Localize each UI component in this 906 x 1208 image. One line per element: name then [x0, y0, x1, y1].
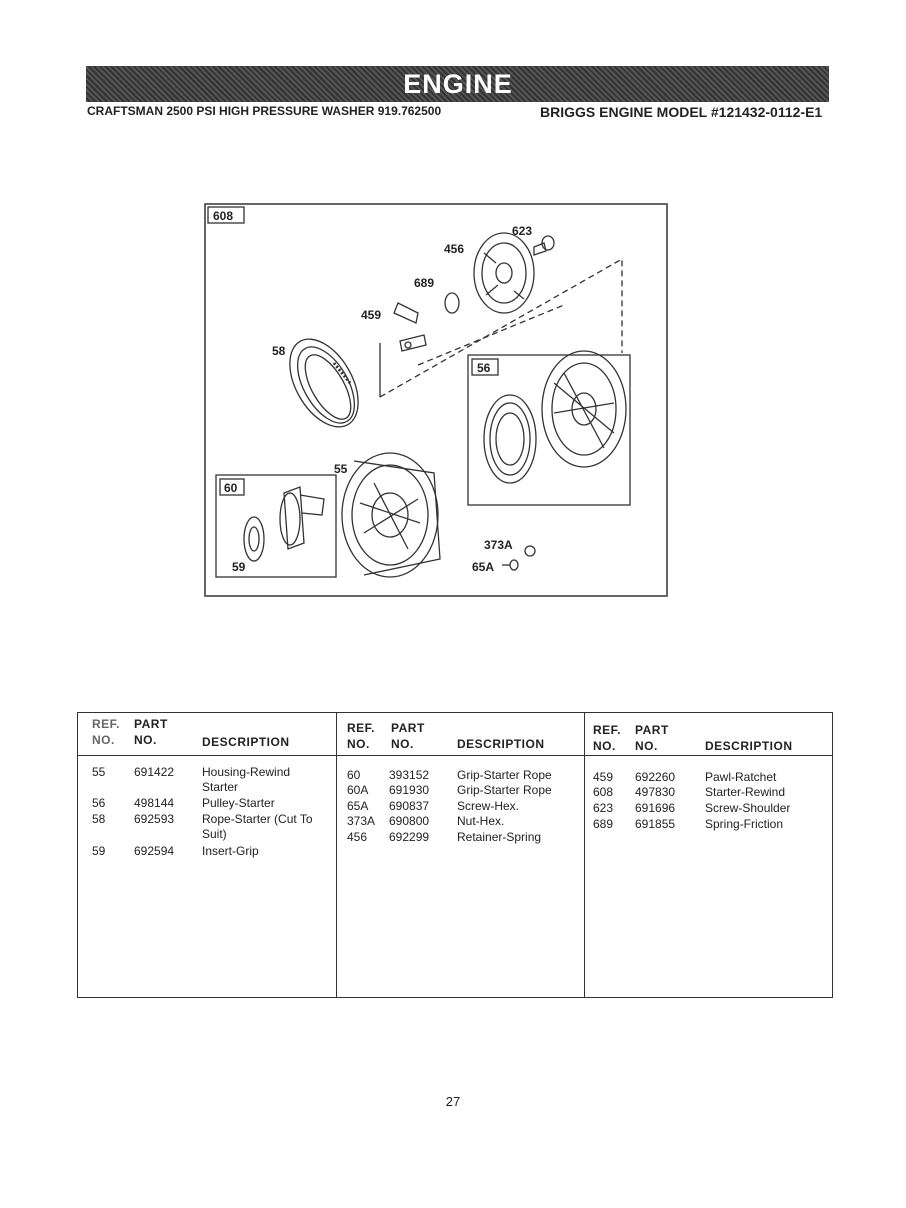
diagram-frame [205, 204, 667, 596]
table-header [585, 713, 832, 756]
description-cont: Suit) [202, 827, 227, 841]
exploded-parts-diagram [204, 203, 668, 597]
header-part-no: NO. [391, 737, 414, 751]
assembly-line [418, 305, 564, 365]
description: Housing-Rewind [202, 765, 291, 779]
part-no: 690800 [389, 814, 430, 828]
hex-nut-373A [525, 546, 535, 556]
header-part-no: NO. [635, 739, 658, 753]
ref-no: 373A [347, 814, 376, 828]
description: Starter-Rewind [705, 785, 786, 799]
description-cont: Starter [202, 780, 239, 794]
part-no: 498144 [134, 796, 175, 810]
description: Nut-Hex. [457, 814, 505, 828]
hex-screw-65A [502, 560, 518, 570]
header-description: DESCRIPTION [202, 735, 290, 749]
page-title: ENGINE PARTS [403, 69, 513, 135]
ref-no: 608 [593, 785, 614, 799]
ratchet-pawl-459 [394, 303, 426, 351]
header-ref: REF. [347, 721, 376, 735]
part-no: 393152 [389, 768, 430, 782]
part-no: 692593 [134, 812, 175, 826]
part-no: 691855 [635, 817, 676, 831]
header-description: DESCRIPTION [705, 739, 793, 753]
callout-58: 58 [272, 344, 286, 358]
description: Spring-Friction [705, 817, 784, 831]
callout-65A: 65A [472, 560, 495, 574]
callout-623: 623 [512, 224, 533, 238]
retainer-spring-456 [474, 233, 534, 313]
part-no: 691930 [389, 783, 430, 797]
description: Screw-Hex. [457, 799, 520, 813]
ref-no: 60 [347, 768, 361, 782]
ref-no: 689 [593, 817, 614, 831]
header-ref: REF. [92, 717, 121, 731]
description: Pulley-Starter [202, 796, 275, 810]
parts-table [77, 712, 833, 998]
ref-no: 65A [347, 799, 369, 813]
header-part: PART [134, 717, 168, 731]
parts-column-3 [584, 713, 832, 997]
part-no: 692594 [134, 844, 175, 858]
pulley-starter-56 [484, 351, 626, 483]
header-ref-no: NO. [347, 737, 370, 751]
engine-model-subtitle: BRIGGS ENGINE MODEL #121432-0112-E1 [540, 104, 823, 120]
callout-56: 56 [477, 361, 491, 375]
starter-rope-58 [276, 327, 372, 438]
rewind-housing-55 [342, 453, 440, 577]
ref-no: 60A [347, 783, 369, 797]
callout-373A: 373A [484, 538, 513, 552]
description: Grip-Starter Rope [457, 783, 552, 797]
insert-grip-59 [244, 517, 264, 561]
description: Grip-Starter Rope [457, 768, 552, 782]
part-no: 692260 [635, 770, 676, 784]
callout-689: 689 [414, 276, 435, 290]
ref-no: 55 [92, 765, 106, 779]
table-row [78, 765, 336, 795]
starter-grip-60 [280, 487, 324, 549]
parts-column-1 [78, 713, 336, 997]
header-ref: REF. [593, 723, 622, 737]
ref-no: 59 [92, 844, 106, 858]
header-ref-no: NO. [593, 739, 616, 753]
shoulder-screw-623 [534, 236, 554, 255]
callout-456: 456 [444, 242, 465, 256]
part-no: 691422 [134, 765, 175, 779]
table-header [337, 713, 585, 756]
ref-no: 459 [593, 770, 614, 784]
header-part: PART [635, 723, 669, 737]
page-number: 27 [445, 1094, 461, 1109]
table-header [78, 713, 336, 756]
ref-no: 56 [92, 796, 106, 810]
header-part: PART [391, 721, 425, 735]
description: Insert-Grip [202, 844, 259, 858]
callout-608: 608 [213, 209, 234, 223]
part-no: 690837 [389, 799, 430, 813]
callout-59: 59 [232, 560, 246, 574]
callout-459: 459 [361, 308, 382, 322]
description: Screw-Shoulder [705, 801, 791, 815]
ref-no: 456 [347, 830, 368, 844]
callout-55: 55 [334, 462, 348, 476]
table-row [78, 812, 336, 842]
part-no: 691696 [635, 801, 676, 815]
part-no: 497830 [635, 785, 676, 799]
product-subtitle: CRAFTSMAN 2500 PSI HIGH PRESSURE WASHER 919.762500 [87, 104, 442, 118]
header-part-no: NO. [134, 733, 157, 747]
callout-60: 60 [224, 481, 238, 495]
description: Pawl-Ratchet [705, 770, 777, 784]
part-no: 692299 [389, 830, 430, 844]
ref-no: 623 [593, 801, 614, 815]
friction-spring-689 [445, 293, 459, 313]
header-ref-no: NO. [92, 733, 115, 747]
parts-column-2 [336, 713, 585, 997]
description: Rope-Starter (Cut To [202, 812, 313, 826]
ref-no: 58 [92, 812, 106, 826]
description: Retainer-Spring [457, 830, 542, 844]
header-description: DESCRIPTION [457, 737, 545, 751]
